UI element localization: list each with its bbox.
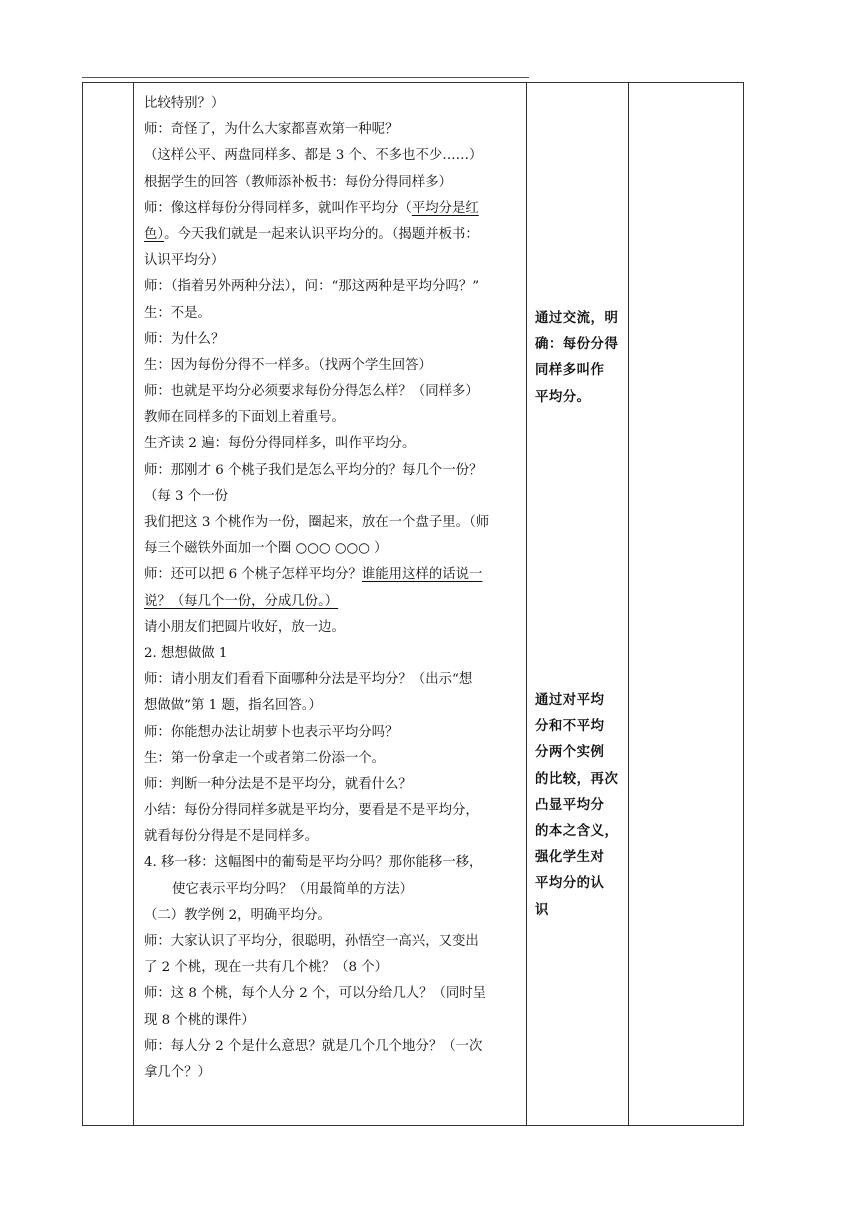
text-line-main: 师：还可以把 6 个桃子怎样平均分？	[144, 567, 362, 583]
text-line-main: 生：第一份拿走一个或者第二份添一个。	[144, 750, 386, 766]
text-line	[144, 720, 526, 746]
text-line	[144, 798, 526, 824]
text-line-main: 现 8 个桃的课件）	[144, 1012, 255, 1028]
design-note-line: 分两个实例	[535, 745, 605, 761]
text-line-main: 拿几个？）	[144, 1064, 211, 1080]
text-line-main: 生：因为每份分得不一样多。（找两个学生回答）	[144, 357, 432, 373]
column-divider-1	[133, 83, 134, 1125]
text-line	[144, 379, 526, 405]
text-line	[144, 536, 526, 562]
text-line-main: （二）教学例 2，明确平均分。	[144, 907, 331, 923]
text-line-main: （这样公平、两盘同样多、都是 3 个、不多也不少……）	[144, 148, 483, 164]
text-line-main: 认识平均分）	[144, 253, 225, 269]
design-note-line: 识	[535, 902, 549, 918]
text-line	[144, 170, 526, 196]
text-line-main: 我们把这 3 个桃作为一份，圈起来，放在一个盘子里。（师	[144, 515, 490, 530]
design-note-line: 同样多叫作	[535, 363, 605, 379]
design-note-line: 确：每份分得	[535, 337, 619, 353]
text-line-main: 2. 想想做做 1	[144, 645, 228, 661]
text-line-main: 请小朋友们把圆片收好，放一边。	[144, 619, 345, 635]
design-note-1	[535, 306, 625, 411]
text-line	[144, 117, 526, 143]
underlined-text: 说？（每几个一份，分成几份。）	[144, 593, 339, 609]
text-line	[144, 562, 526, 588]
design-note-line: 平均分。	[535, 389, 591, 405]
text-line	[144, 458, 526, 484]
text-line-main: 师：（指着另外两种分法），问：“那这两种是平均分吗？”	[144, 279, 480, 295]
design-note-line: 的本之含义，	[535, 823, 619, 839]
text-line	[144, 929, 526, 955]
underlined-text: 色）	[144, 226, 165, 242]
text-line-main: 了 2 个桃，现在一共有几个桃？（8 个）	[144, 960, 389, 976]
text-line	[144, 824, 526, 850]
text-line-main: 师：大家认识了平均分，很聪明，孙悟空一高兴，又变出	[144, 934, 479, 949]
text-line	[144, 1008, 526, 1034]
text-line	[144, 746, 526, 772]
text-line-main: 根据学生的回答（教师添补板书：每份分得同样多）	[144, 174, 452, 190]
text-line-main: 小结：每份分得同样多就是平均分，要看是不是平均分，	[144, 803, 479, 819]
text-line-main: 师：也就是平均分必须要求每份分得怎么样？（同样多）	[144, 384, 479, 400]
text-line	[144, 484, 526, 510]
teaching-process-column	[144, 91, 526, 1086]
text-line-main: 师：每人分 2 个是什么意思？就是几个几个地分？（一次	[144, 1038, 483, 1054]
text-line-main: 生：不是。	[144, 305, 211, 321]
text-line	[144, 877, 526, 903]
text-line	[144, 1060, 526, 1086]
design-note-2	[535, 688, 625, 924]
lesson-table	[82, 82, 744, 1126]
text-line	[144, 589, 526, 615]
text-line-main: 比较特别？）	[144, 96, 225, 111]
text-line	[144, 248, 526, 274]
text-line	[144, 353, 526, 379]
design-note-line: 的比较，再次	[535, 771, 619, 787]
text-line	[144, 693, 526, 719]
text-line-continuation: 。今天我们就是一起来认识平均分的。（揭题并板书：	[164, 226, 479, 242]
design-note-line: 通过交流，明	[535, 311, 619, 326]
design-note-line: 凸显平均分	[535, 797, 605, 813]
text-line	[144, 615, 526, 641]
design-note-line: 通过对平均	[535, 693, 605, 708]
text-line-main: 师：请小朋友们看看下面哪种分法是平均分？（出示“想	[144, 672, 473, 688]
text-line-main: 想做做”第 1 题，指名回答。）	[144, 698, 322, 714]
text-line	[144, 431, 526, 457]
text-line	[144, 143, 526, 169]
text-line	[144, 955, 526, 981]
text-line-main: 教师在同样多的下面划上着重号。	[144, 410, 345, 426]
design-note-line: 平均分的认	[535, 876, 605, 892]
text-line	[144, 274, 526, 300]
text-line-main: 生齐读 2 遍：每份分得同样多，叫作平均分。	[144, 436, 416, 452]
design-note-line: 强化学生对	[535, 850, 605, 866]
text-line	[144, 510, 526, 536]
underlined-text: 平均分是红	[411, 200, 479, 216]
text-line	[144, 903, 526, 929]
text-line	[144, 222, 526, 248]
text-line	[144, 981, 526, 1007]
column-divider-3	[628, 83, 629, 1125]
text-line-main: 师：奇怪了，为什么大家都喜欢第一种呢？	[144, 122, 399, 138]
text-line	[144, 850, 526, 876]
text-line-main: 每三个磁铁外面加一个圈 ○○○ ○○○ ）	[144, 541, 388, 557]
text-line	[144, 91, 526, 117]
text-line-main: 4. 移一移：这幅图中的葡萄是平均分吗？那你能移一移，	[144, 855, 483, 871]
text-line	[144, 1034, 526, 1060]
text-line	[144, 301, 526, 327]
text-line	[144, 667, 526, 693]
text-line	[144, 772, 526, 798]
text-line	[144, 405, 526, 431]
page-header-rule	[82, 77, 529, 78]
text-line-main: 就看每份分得是不是同样多。	[144, 829, 319, 845]
text-line-main: 师：这 8 个桃，每个人分 2 个，可以分给几人？（同时呈	[144, 986, 487, 1002]
text-line-main: （每 3 个一份	[144, 488, 228, 504]
design-note-line: 分和不平均	[535, 719, 605, 735]
text-line-main: 使它表示平均分吗？（用最简单的方法）	[172, 881, 414, 897]
underlined-text: 谁能用这样的话说一	[361, 567, 483, 583]
text-line	[144, 641, 526, 667]
text-line	[144, 327, 526, 353]
text-line	[144, 196, 526, 222]
text-line-main: 师：你能想办法让胡萝卜也表示平均分吗？	[144, 724, 399, 740]
text-line-main: 师：为什么？	[144, 331, 225, 347]
text-line-main: 师：那刚才 6 个桃子我们是怎么平均分的？每几个一份？	[144, 462, 483, 478]
column-divider-2	[526, 83, 527, 1125]
text-line-main: 师：像这样每份分得同样多，就叫作平均分（	[144, 200, 412, 216]
text-line-main: 师：判断一种分法是不是平均分，就看什么？	[144, 776, 412, 792]
